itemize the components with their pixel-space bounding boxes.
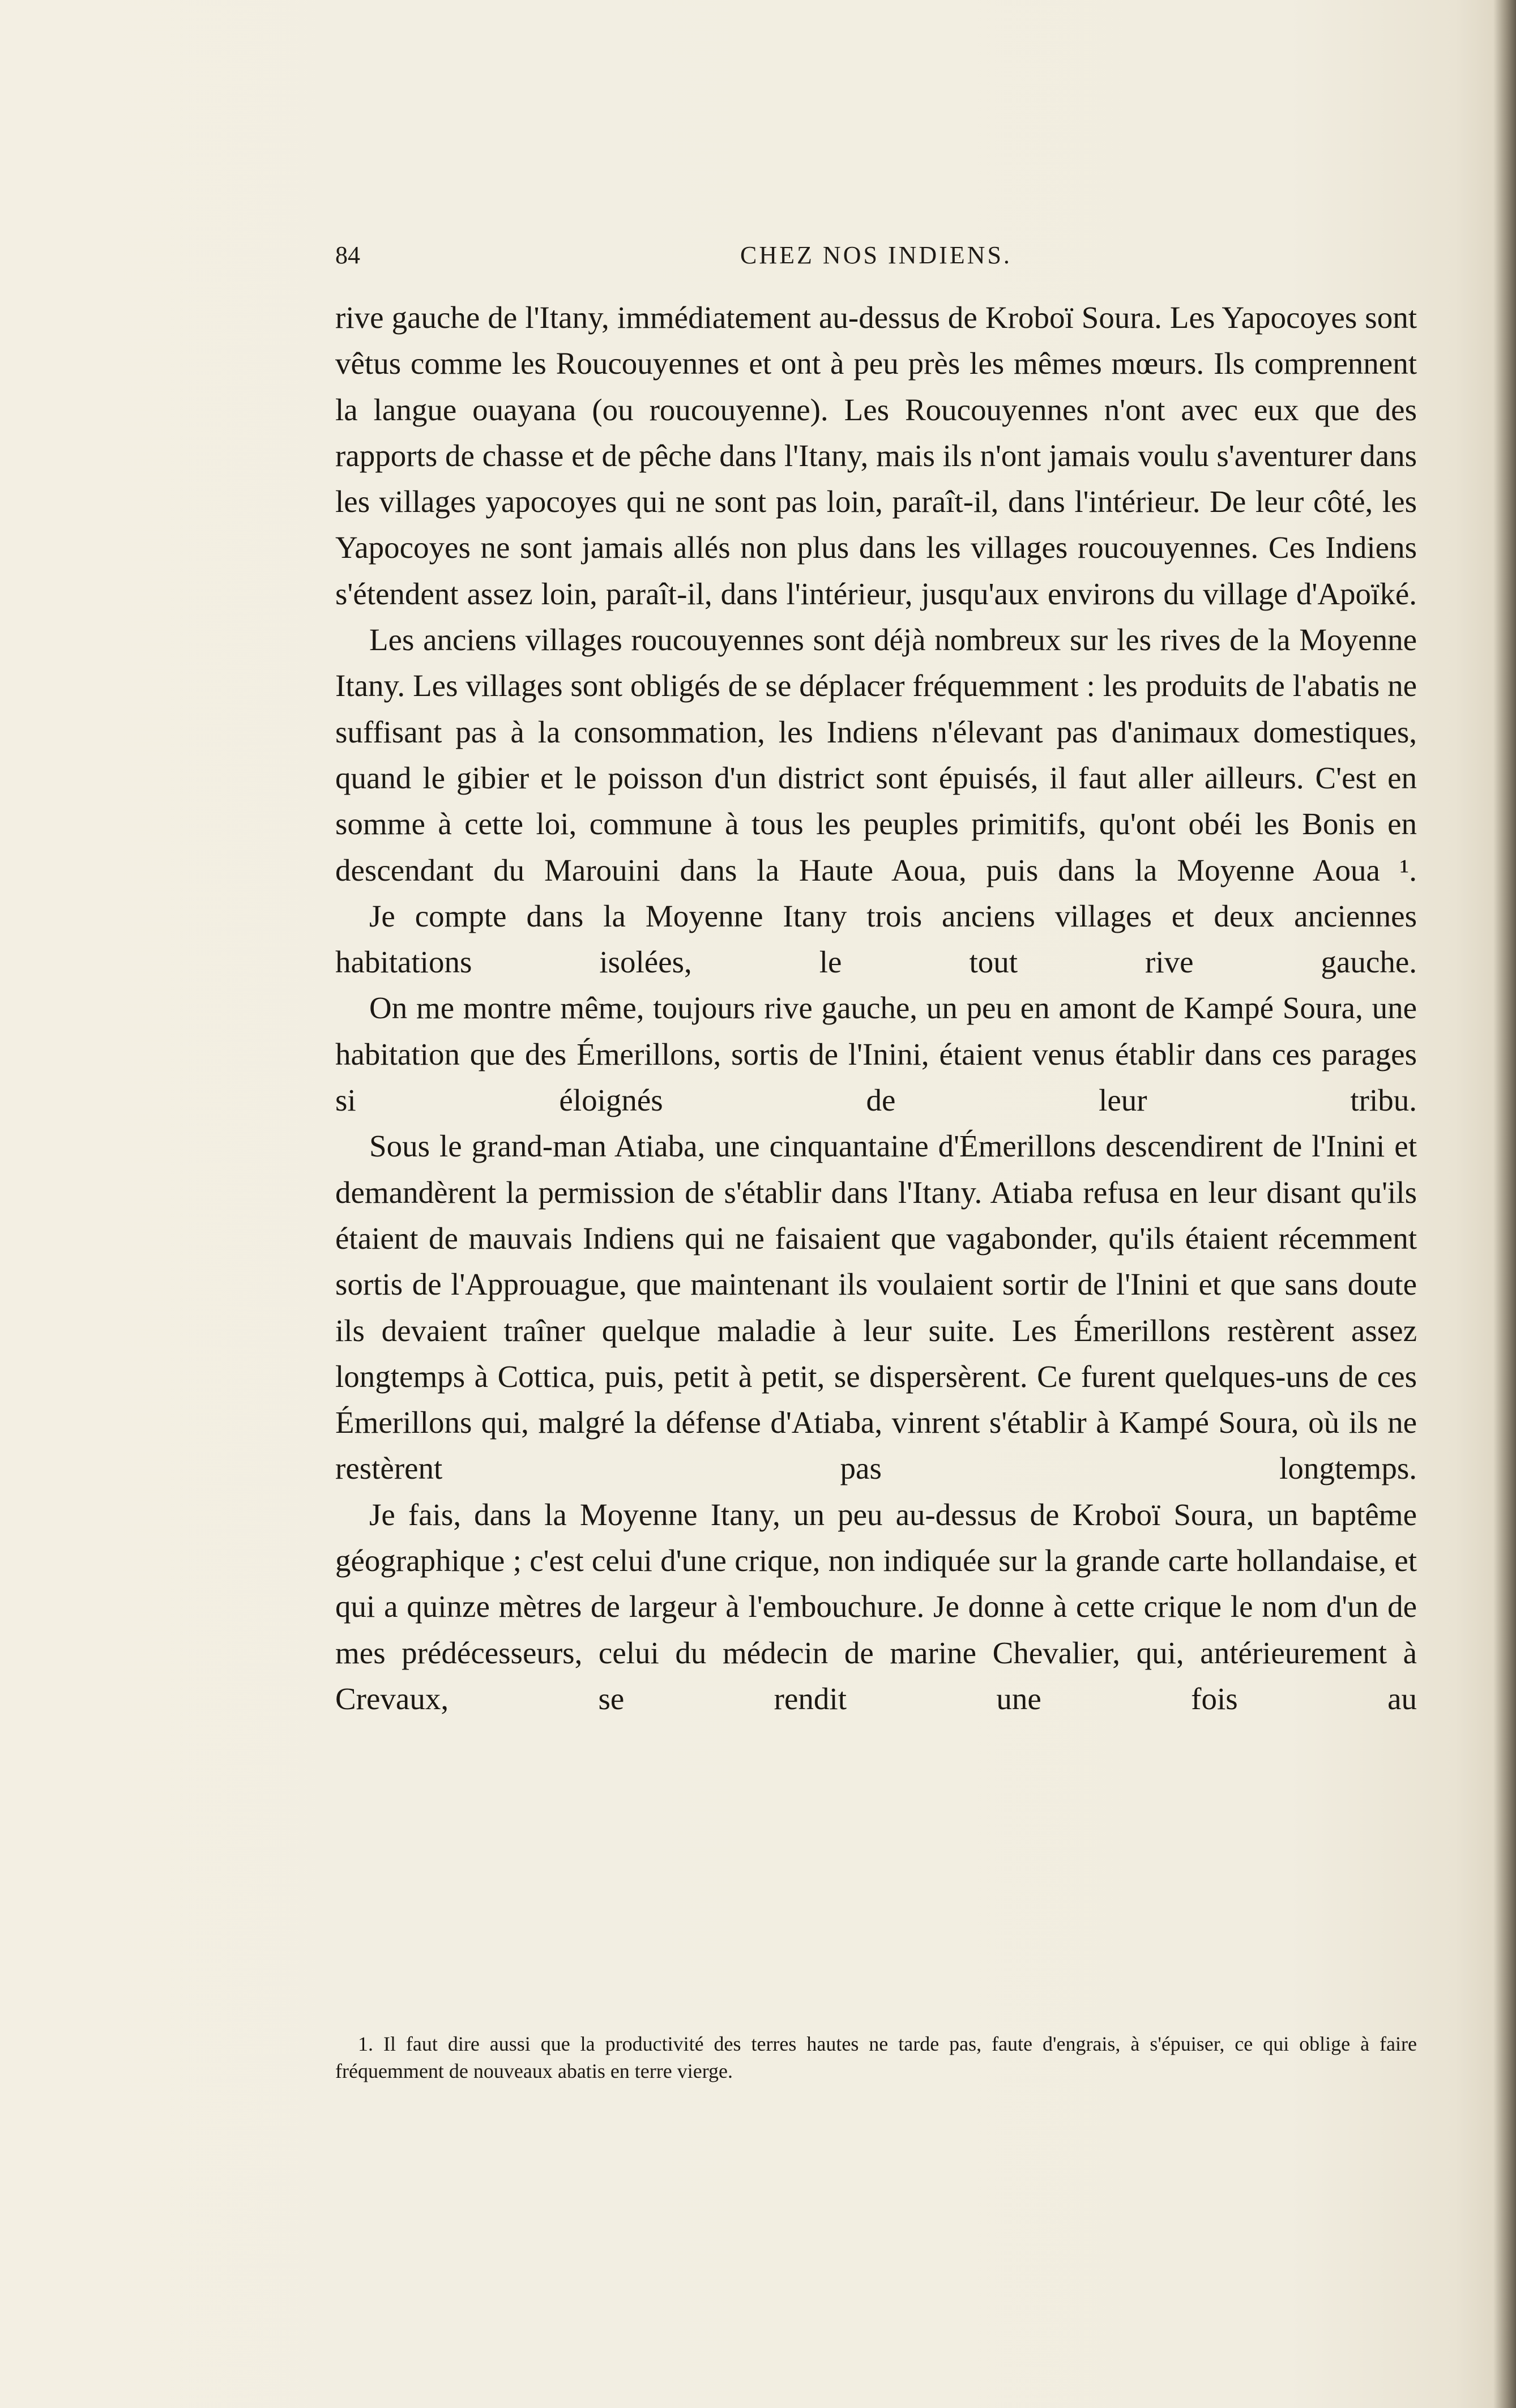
paragraph: rive gauche de l'Itany, immédiatement au-dessus de Kroboï Soura. Les Yapocoyes sont vêtus comme les Roucouyennes et ont à peu près les mêmes mœurs. Ils comprennent la langue ouayana (ou roucouyenne). Les Roucouyennes n'ont avec eux que des rapports de chasse et de pêche dans l'Itany, mais ils n'ont jamais voulu s'aventurer dans les villages yapocoyes qui ne sont pas loin, paraît-il, dans l'intérieur. De leur côté, les Yapocoyes ne sont jamais allés non plus dans les villages roucouyennes. Ces Indiens s'étendent assez loin, paraît-il, dans l'intérieur, jusqu'aux environs du village d'Apoïké.: [335, 300, 1417, 611]
paragraph: Je fais, dans la Moyenne Itany, un peu au-dessus de Kroboï Soura, un baptême géographique ; c'est celui d'une crique, non indiquée sur la grande carte hollandaise, et qui a quinze mètres de largeur à l'embouchure. Je donne à cette crique le nom d'un de mes prédécesseurs, celui du médecin de marine Chevalier, qui, antérieurement à Crevaux, se rendit une fois au: [335, 1497, 1417, 1716]
running-title: CHEZ NOS INDIENS.: [740, 241, 1012, 269]
footnote: 1. Il faut dire aussi que la productivité des terres hautes ne tarde pas, faute d'engrais, à s'épuiser, ce qui oblige à faire fréquemment de nouveaux abatis en terre vierge.: [335, 2033, 1417, 2082]
paragraph: Je compte dans la Moyenne Itany trois anciens villages et deux anciennes habitations isolées, le tout rive gauche.: [335, 898, 1417, 980]
page-header: [335, 236, 1417, 275]
footnotes: [335, 2030, 1417, 2085]
page-edge-shadow: [1493, 0, 1516, 2408]
paragraph: Les anciens villages roucouyennes sont déjà nombreux sur les rives de la Moyenne Itany. Les villages sont obligés de se déplacer fréquemment : les produits de l'abatis ne suffisant pas à la consommation, les Indiens n'élevant pas d'animaux domestiques, quand le gibier et le poisson d'un district sont épuisés, il faut aller ailleurs. C'est en somme à cette loi, commune à tous les peuples primitifs, qu'ont obéi les Bonis en descendant du Marouini dans la Haute Aoua, puis dans la Moyenne Aoua ¹.: [335, 622, 1417, 887]
page-number: 84: [335, 241, 360, 269]
paragraph: Sous le grand-man Atiaba, une cinquantaine d'Émerillons descendirent de l'Inini et demandèrent la permission de s'établir dans l'Itany. Atiaba refusa en leur disant qu'ils étaient de mauvais Indiens qui ne faisaient que vagabonder, qu'ils étaient récemment sortis de l'Approuague, que maintenant ils voulaient sortir de l'Inini et que sans doute ils devaient traîner quelque maladie à leur suite. Les Émerillons restèrent assez longtemps à Cottica, puis, petit à petit, se dispersèrent. Ce furent quelques-uns de ces Émerillons qui, malgré la défense d'Atiaba, vinrent s'établir à Kampé Soura, où ils ne restèrent pas longtemps.: [335, 1129, 1417, 1486]
paragraph: On me montre même, toujours rive gauche, un peu en amont de Kampé Soura, une habitation que des Émerillons, sortis de l'Inini, étaient venus établir dans ces parages si éloignés de leur tribu.: [335, 990, 1417, 1118]
body-text: [335, 294, 1417, 1722]
